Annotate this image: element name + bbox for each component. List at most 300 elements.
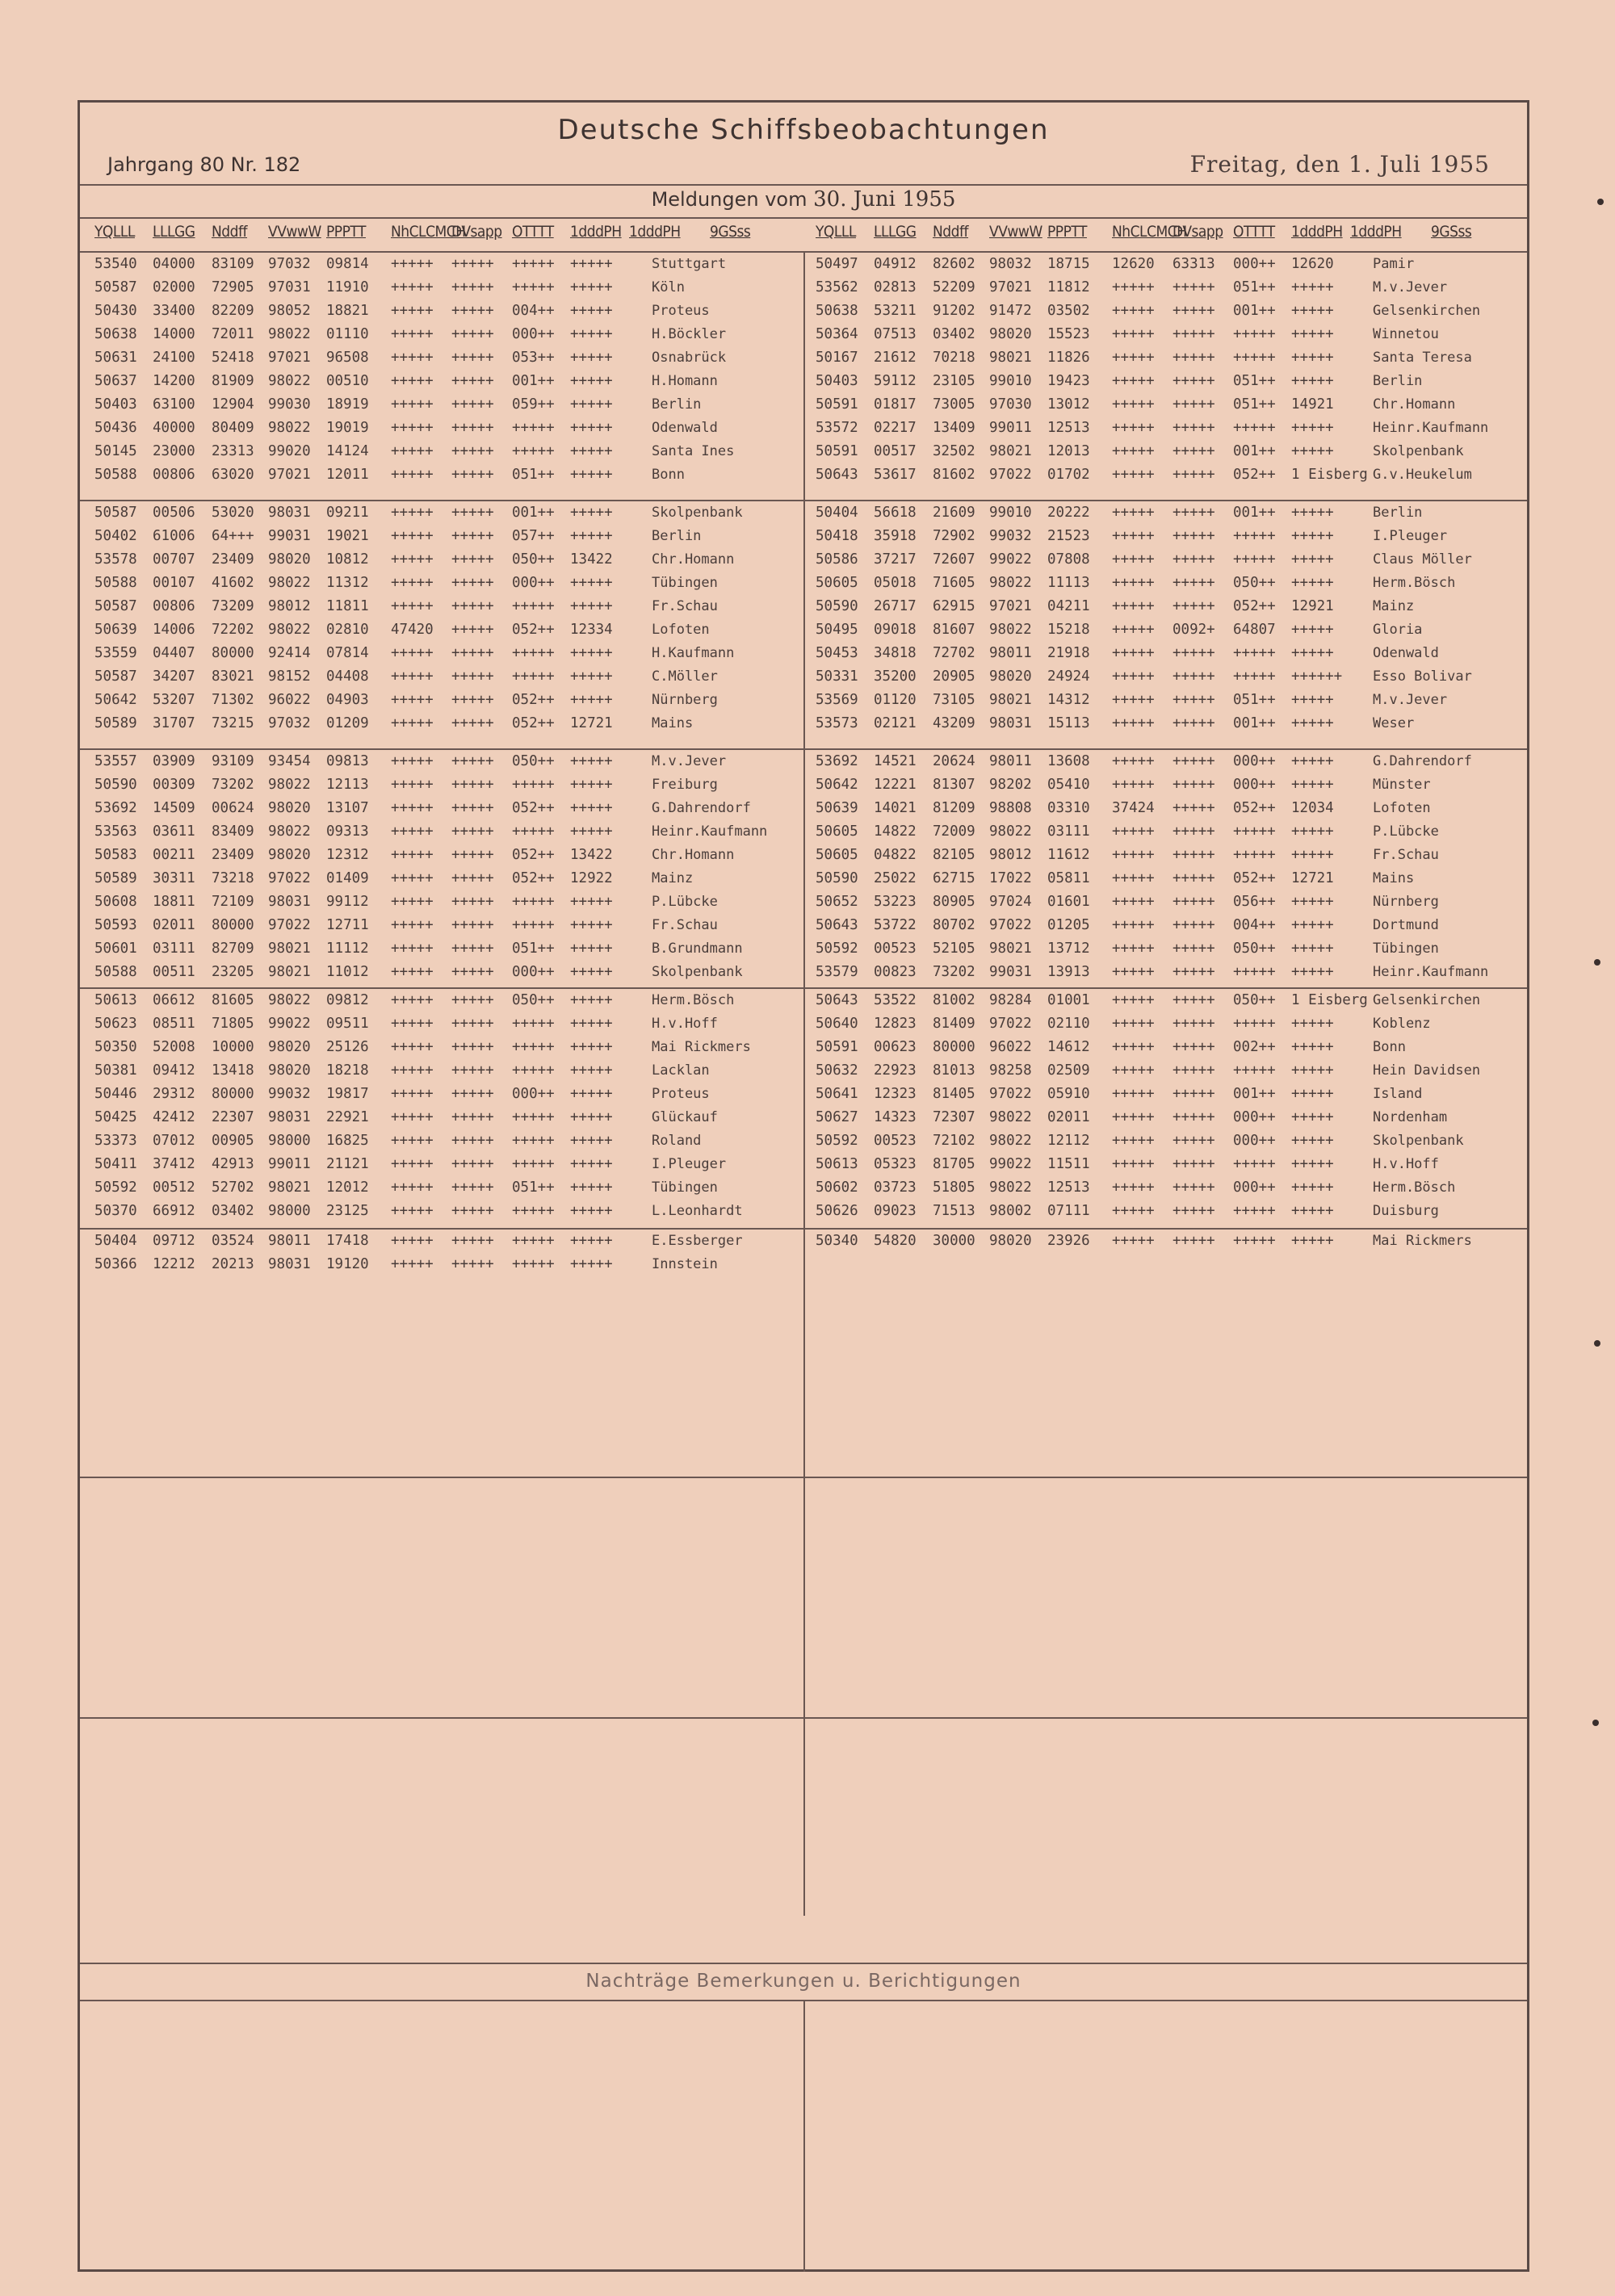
code-group: +++++ [1112,645,1155,661]
code-group: +++++ [1172,823,1215,840]
code-group: 66912 [153,1203,195,1219]
code-group: 63313 [1172,256,1215,272]
code-group: +++++ [451,420,494,436]
code-group: 12904 [212,396,254,413]
ship-name: C.Möller [652,668,718,685]
code-group: +++++ [1291,505,1334,521]
code-group: +++++ [512,777,555,793]
code-group: 000++ [1233,1133,1276,1149]
code-group: +++++ [1112,1233,1155,1249]
code-group: 001++ [512,373,555,389]
code-group: 81605 [212,992,254,1008]
ship-name: Nordenham [1373,1109,1448,1125]
column-header: VVwwW [268,223,321,241]
ship-name: Mai Rickmers [652,1039,751,1055]
code-group: 18715 [1047,256,1090,272]
code-group: 23409 [212,551,254,568]
code-group: 50340 [816,1233,858,1249]
code-group: 50590 [816,870,858,886]
table-row [801,326,1520,349]
code-group: +++++ [391,847,434,863]
code-group: 50587 [94,505,137,521]
table-row [80,645,799,668]
code-group: 12212 [153,1256,195,1272]
code-group: 98011 [989,753,1032,769]
code-group: +++++ [1233,551,1276,568]
code-group: +++++ [451,870,494,886]
code-group: 72607 [933,551,975,568]
code-group: 97021 [268,467,311,483]
code-group: 12113 [326,777,369,793]
ship-name: Skolpenbank [652,505,743,521]
code-group: +++++ [1172,870,1215,886]
ship-name: H.v.Hoff [652,1016,718,1032]
code-group: +++++ [1291,350,1334,366]
code-group: +++++ [391,823,434,840]
code-group: 31707 [153,715,195,731]
code-group: +++++ [1233,420,1276,436]
column-header: PPPTT [1047,223,1087,241]
code-group: 50366 [94,1256,137,1272]
code-group: 14021 [874,800,917,816]
code-group: 000++ [1233,753,1276,769]
code-group: +++++ [391,396,434,413]
code-group: 056++ [1233,894,1276,910]
code-group: 03402 [933,326,975,342]
code-group: 23313 [212,443,254,459]
code-group: +++++ [570,753,613,769]
code-group: +++++ [512,1133,555,1149]
code-group: 52209 [933,279,975,295]
code-group: 00806 [153,467,195,483]
code-group: +++++ [391,1086,434,1102]
code-group: 11826 [1047,350,1090,366]
ship-name: G.Dahrendorf [652,800,751,816]
code-group: 03111 [1047,823,1090,840]
code-group: +++++ [1233,1203,1276,1219]
code-group: +++++ [391,1039,434,1055]
code-group: 98021 [989,941,1032,957]
code-group: 02121 [874,715,917,731]
block-divider [80,987,1527,989]
code-group: +++++ [391,551,434,568]
code-group: +++++ [391,800,434,816]
code-group: +++++ [1291,917,1334,933]
code-group: 06612 [153,992,195,1008]
code-group: 12513 [1047,420,1090,436]
block-divider [80,500,1527,501]
table-row [80,777,799,799]
code-group: +++++ [451,1109,494,1125]
table-row [801,715,1520,738]
code-group: 50632 [816,1062,858,1079]
code-group: 37412 [153,1156,195,1172]
code-group: 98258 [989,1062,1032,1079]
code-group: 26717 [874,598,917,614]
code-group: +++++ [1112,373,1155,389]
code-group: 002++ [1233,1039,1276,1055]
code-group: 52105 [933,941,975,957]
code-group: +++++ [1112,443,1155,459]
code-group: +++++ [570,575,613,591]
code-group: 81602 [933,467,975,483]
code-group: +++++ [1291,941,1334,957]
code-group: 051++ [512,941,555,957]
code-group: 02000 [153,279,195,295]
code-group: 51805 [933,1179,975,1196]
code-group: 50623 [94,1016,137,1032]
code-group: 80000 [212,1086,254,1102]
code-group: 73005 [933,396,975,413]
code-group: 98022 [268,420,311,436]
code-group: +++++ [391,467,434,483]
code-group: +++++ [391,528,434,544]
code-group: 052++ [512,870,555,886]
code-group: +++++ [451,326,494,342]
code-group: 80702 [933,917,975,933]
table-row [80,668,799,691]
code-group: 50589 [94,715,137,731]
code-group: 04408 [326,668,369,685]
code-group: 50430 [94,303,137,319]
code-group: 98012 [989,847,1032,863]
code-group: +++++ [1112,598,1155,614]
code-group: 81013 [933,1062,975,1079]
ship-name: Odenwald [1373,645,1439,661]
table-row [801,575,1520,597]
code-group: +++++ [1172,992,1215,1008]
code-group: +++++ [1291,1039,1334,1055]
code-group: 057++ [512,528,555,544]
table-row [80,598,799,621]
code-group: +++++ [451,715,494,731]
code-group: +++++ [1112,1179,1155,1196]
block-divider [80,1477,1527,1478]
column-header: LLLGG [153,223,195,241]
code-group: 53572 [816,420,858,436]
code-group: +++++ [1172,668,1215,685]
code-group: 11312 [326,575,369,591]
code-group: +++++ [391,1133,434,1149]
code-group: +++++ [391,941,434,957]
code-group: +++++ [1172,1109,1215,1125]
code-group: +++++ [1291,777,1334,793]
code-group: 051++ [512,467,555,483]
code-group: 20905 [933,668,975,685]
code-group: 12620 [1112,256,1155,272]
code-group: 71805 [212,1016,254,1032]
code-group: 70218 [933,350,975,366]
code-group: 13422 [570,551,613,568]
code-group: 50587 [94,668,137,685]
code-group: +++++ [1233,1233,1276,1249]
code-group: +++++ [451,777,494,793]
ship-name: E.Essberger [652,1233,743,1249]
code-group: 53573 [816,715,858,731]
code-group: +++++ [451,692,494,708]
code-group: 17418 [326,1233,369,1249]
code-group: 63100 [153,396,195,413]
code-group: 37217 [874,551,917,568]
code-group: 01001 [1047,992,1090,1008]
code-group: 1 Eisberg [1291,992,1368,1008]
code-group: +++++ [1112,326,1155,342]
code-group: +++++ [1233,528,1276,544]
code-group: +++++ [1233,350,1276,366]
code-group: 15218 [1047,622,1090,638]
code-group: 98152 [268,668,311,685]
code-group: 98031 [989,715,1032,731]
code-group: 20222 [1047,505,1090,521]
code-group: 50637 [94,373,137,389]
code-group: 81607 [933,622,975,638]
code-group: 50411 [94,1156,137,1172]
table-row [801,1233,1520,1255]
code-group: +++++ [391,256,434,272]
punch-hole [1594,1340,1600,1347]
code-group: 97022 [989,1016,1032,1032]
code-group: +++++ [570,894,613,910]
code-group: +++++ [391,964,434,980]
code-group: 24924 [1047,668,1090,685]
table-row [80,753,799,776]
code-group: +++++ [1291,1062,1334,1079]
code-group: +++++ [570,777,613,793]
code-group: 03310 [1047,800,1090,816]
code-group: +++++ [570,598,613,614]
code-group: 13418 [212,1062,254,1079]
code-group: +++++ [1172,964,1215,980]
code-group: +++++ [1291,692,1334,708]
code-group: 97024 [989,894,1032,910]
code-group: +++++ [1172,894,1215,910]
code-group: 50436 [94,420,137,436]
code-group: 62915 [933,598,975,614]
code-group: 14000 [153,326,195,342]
code-group: 50641 [816,1086,858,1102]
code-group: 98022 [268,326,311,342]
code-group: 13012 [1047,396,1090,413]
code-group: 07012 [153,1133,195,1149]
ship-name: M.v.Jever [1373,692,1448,708]
code-group: 13409 [933,420,975,436]
code-group: 001++ [1233,443,1276,459]
code-group: 11811 [326,598,369,614]
code-group: +++++ [1291,373,1334,389]
code-group: 00623 [874,1039,917,1055]
code-group: +++++ [1172,1203,1215,1219]
table-row [80,894,799,916]
code-group: 81209 [933,800,975,816]
code-group: 00511 [153,964,195,980]
column-header: YQLLL [816,223,856,241]
punch-hole [1597,199,1604,205]
code-group: +++++ [391,1016,434,1032]
code-group: +++++ [451,800,494,816]
code-group: +++++ [570,1156,613,1172]
table-row [801,1203,1520,1226]
code-group: 01702 [1047,467,1090,483]
ship-name: G.v.Heukelum [1373,467,1472,483]
code-group: +++++ [1112,467,1155,483]
code-group: +++++ [1172,1133,1215,1149]
code-group: 50404 [816,505,858,521]
code-group: 98022 [989,575,1032,591]
ship-name: Tübingen [652,1179,718,1196]
table-row [801,528,1520,551]
code-group: 09023 [874,1203,917,1219]
code-group: 97022 [268,917,311,933]
table-row [801,692,1520,714]
code-group: 000++ [512,326,555,342]
code-group: 01209 [326,715,369,731]
code-group: +++++ [1233,964,1276,980]
code-group: 07808 [1047,551,1090,568]
code-group: 53211 [874,303,917,319]
ship-name: Dortmund [1373,917,1439,933]
table-row [80,941,799,963]
code-group: 051++ [1233,373,1276,389]
code-group: +++++ [1112,551,1155,568]
code-group: 052++ [512,692,555,708]
code-group: +++++ [570,1203,613,1219]
code-group: 98000 [268,1203,311,1219]
code-group: 09712 [153,1233,195,1249]
code-group: +++++ [1291,279,1334,295]
column-header: PPPTT [326,223,366,241]
code-group: +++++ [512,1016,555,1032]
form-frame [78,100,1529,2272]
table-row [801,396,1520,419]
code-group: 11511 [1047,1156,1090,1172]
code-group: 22921 [326,1109,369,1125]
code-group: 05018 [874,575,917,591]
code-group: 50403 [816,373,858,389]
code-group: +++++ [1291,303,1334,319]
code-group: +++++ [391,1156,434,1172]
code-group: 98022 [989,823,1032,840]
code-group: 50631 [94,350,137,366]
code-group: 051++ [1233,279,1276,295]
table-row [80,350,799,372]
code-group: +++++ [570,692,613,708]
code-group: +++++ [451,1256,494,1272]
code-group: 11112 [326,941,369,957]
code-group: 50592 [94,1179,137,1196]
code-group: 73218 [212,870,254,886]
code-group: 21121 [326,1156,369,1172]
column-header: NhCLCMCH [1112,223,1187,241]
code-group: 50590 [816,598,858,614]
ship-name: Nürnberg [652,692,718,708]
ship-name: Osnabrück [652,350,727,366]
code-group: 12221 [874,777,917,793]
code-group: 05910 [1047,1086,1090,1102]
code-group: 50613 [94,992,137,1008]
code-group: +++++ [451,598,494,614]
code-group: +++++ [451,1016,494,1032]
code-group: +++++ [391,505,434,521]
code-group: +++++ [1172,1016,1215,1032]
code-group: 19021 [326,528,369,544]
column-header: 1dddPH [570,223,622,241]
code-group: +++++ [451,575,494,591]
code-group: 50627 [816,1109,858,1125]
code-group: 001++ [1233,505,1276,521]
code-group: 93454 [268,753,311,769]
code-group: 13712 [1047,941,1090,957]
code-group: +++++ [1112,941,1155,957]
code-group: 50350 [94,1039,137,1055]
code-group: +++++ [1172,303,1215,319]
ship-name: Berlin [652,396,702,413]
code-group: +++++ [391,715,434,731]
ship-name: Glückauf [652,1109,718,1125]
code-group: 21612 [874,350,917,366]
code-group: 19120 [326,1256,369,1272]
code-group: +++++ [570,645,613,661]
code-group: 50381 [94,1062,137,1079]
ship-name: Lofoten [1373,800,1431,816]
code-group: 13608 [1047,753,1090,769]
code-group: 50586 [816,551,858,568]
code-group: +++++ [570,1086,613,1102]
code-group: 04822 [874,847,917,863]
code-group: 00707 [153,551,195,568]
code-group: 50642 [94,692,137,708]
code-group: 98031 [268,894,311,910]
code-group: 98020 [989,668,1032,685]
code-group: 72702 [933,645,975,661]
punch-hole [1592,1720,1599,1726]
code-group: 09412 [153,1062,195,1079]
code-group: 53722 [874,917,917,933]
ship-name: Esso Bolivar [1373,668,1472,685]
code-group: 12312 [326,847,369,863]
code-group: +++++ [1291,575,1334,591]
code-group: 30311 [153,870,195,886]
code-group: +++++ [512,256,555,272]
code-group: 18919 [326,396,369,413]
code-group: 98020 [989,1233,1032,1249]
code-group: 052++ [1233,800,1276,816]
code-group: +++++ [1291,622,1334,638]
code-group: 09018 [874,622,917,638]
code-group: 98031 [268,1109,311,1125]
code-group: 81405 [933,1086,975,1102]
table-row [80,800,799,823]
code-group: +++++ [1112,1039,1155,1055]
code-group: 98022 [268,575,311,591]
code-group: 50605 [816,823,858,840]
code-group: +++++ [1233,326,1276,342]
code-group: 50592 [816,941,858,957]
code-group: 32502 [933,443,975,459]
column-header: LLLGG [874,223,917,241]
code-group: 12921 [1291,598,1334,614]
code-group: 11612 [1047,847,1090,863]
page-title: Deutsche Schiffsbeobachtungen [557,114,1050,146]
code-group: 052++ [512,800,555,816]
code-group: +++++ [451,505,494,521]
ship-name: Gelsenkirchen [1373,303,1481,319]
table-row [801,645,1520,668]
code-group: 14921 [1291,396,1334,413]
code-group: 99112 [326,894,369,910]
ship-name: L.Leonhardt [652,1203,743,1219]
code-group: +++++ [1291,715,1334,731]
code-group: 99022 [268,1016,311,1032]
